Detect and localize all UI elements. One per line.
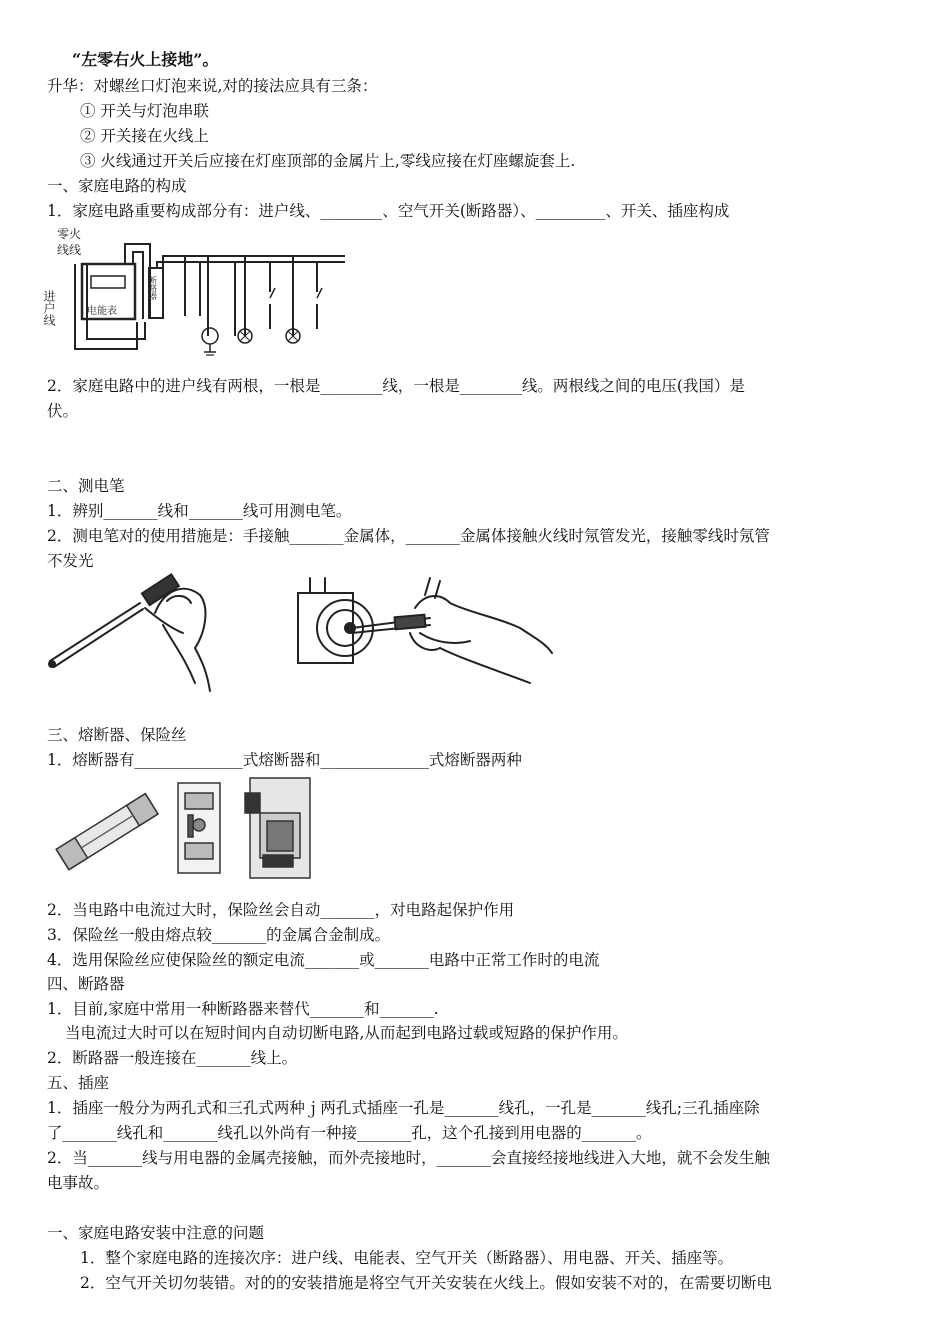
test-pen-socket-illustration — [290, 573, 555, 688]
section-heading: 一、家庭电路的构成 — [47, 177, 187, 195]
text-line: 当电流过大时可以在短时间内自动切断电路,从而起到电路过载或短路的保护作用。 — [65, 1024, 628, 1042]
section-heading: 五、插座 — [47, 1074, 110, 1092]
text-line: 2．空气开关切勿装错。对的的安装措施是将空气开关安装在火线上。假如安装不对的，在需要切断电 — [80, 1274, 772, 1292]
meter-label: 电能表 — [87, 306, 117, 317]
list-item: ② 开关接在火线上 — [80, 127, 209, 145]
text-line: 1．熔断器有______________式熔断器和______________式熔断器两种 — [47, 751, 522, 769]
text-line: 伏。 — [47, 402, 79, 420]
line-label: 线线 — [57, 243, 82, 257]
entry-line-label: 进户线 — [42, 290, 56, 326]
text-line: 2．测电笔对的使用措施是：手接触_______金属体，_______金属体接触火线时氖管发光，接触零线时氖管 — [47, 527, 770, 545]
section-heading: 四、断路器 — [47, 975, 125, 993]
breaker-label: 断路器 — [148, 276, 158, 300]
list-item: ① 开关与灯泡串联 — [80, 102, 209, 120]
fuse-illustrations — [45, 773, 315, 883]
text-line: 不发光 — [47, 552, 94, 570]
text-line: 2．断路器一般连接在_______线上。 — [47, 1049, 298, 1067]
household-circuit-diagram — [42, 224, 350, 364]
text-line: 升华：对螺丝口灯泡来说,对的接法应具有三条： — [47, 77, 378, 95]
section-heading: 三、熔断器、保险丝 — [47, 726, 187, 744]
text-line: 1．整个家庭电路的连接次序：进户线、电能表、空气开关（断路器）、用电器、开关、插座等。 — [80, 1249, 734, 1267]
section-heading: 二、测电笔 — [47, 477, 125, 495]
list-item: ③ 火线通过开关后应接在灯座顶部的金属片上,零线应接在灯座螺旋套上. — [80, 152, 576, 170]
text-line: 电事故。 — [47, 1174, 110, 1192]
text-line: 2．当_______线与用电器的金属壳接触，而外壳接地时，_______会直接经接地线进入大地，就不会发生触 — [47, 1149, 770, 1167]
text-line: 3．保险丝一般由熔点较_______的金属合金制成。 — [47, 926, 391, 944]
text-line: 1．插座一般分为两孔式和三孔式两种ｊ两孔式插座一孔是_______线孔，一孔是_______线孔;三孔插座除 — [47, 1099, 760, 1117]
text-line: 了_______线孔和_______线孔以外尚有一种接_______孔，这个孔接到用电器的_______。 — [47, 1124, 652, 1142]
text-line: 4．选用保险丝应使保险丝的额定电流_______或_______电路中正常工作时的电流 — [47, 951, 600, 969]
text-line: 1．辨别_______线和_______线可用测电笔。 — [47, 502, 352, 520]
test-pen-hand-illustration — [45, 573, 215, 693]
neutral-fire-label: 零火 — [57, 227, 82, 241]
section-heading: 一、家庭电路安装中注意的问题 — [47, 1224, 265, 1242]
heading-mnemonic: “左零右火上接地”。 — [72, 50, 219, 69]
text-line: 1．目前,家庭中常用一种断路器来替代_______和_______. — [47, 1000, 439, 1018]
text-line: 1．家庭电路重要构成部分有：进户线、________、空气开关(断路器）、_________、开关、插座构成 — [47, 202, 730, 220]
text-line: 2．当电路中电流过大时，保险丝会自动_______，对电路起保护作用 — [47, 901, 515, 919]
text-line: 2．家庭电路中的进户线有两根，一根是________线，一根是________线。两根线之间的电压(我国）是 — [47, 377, 745, 395]
